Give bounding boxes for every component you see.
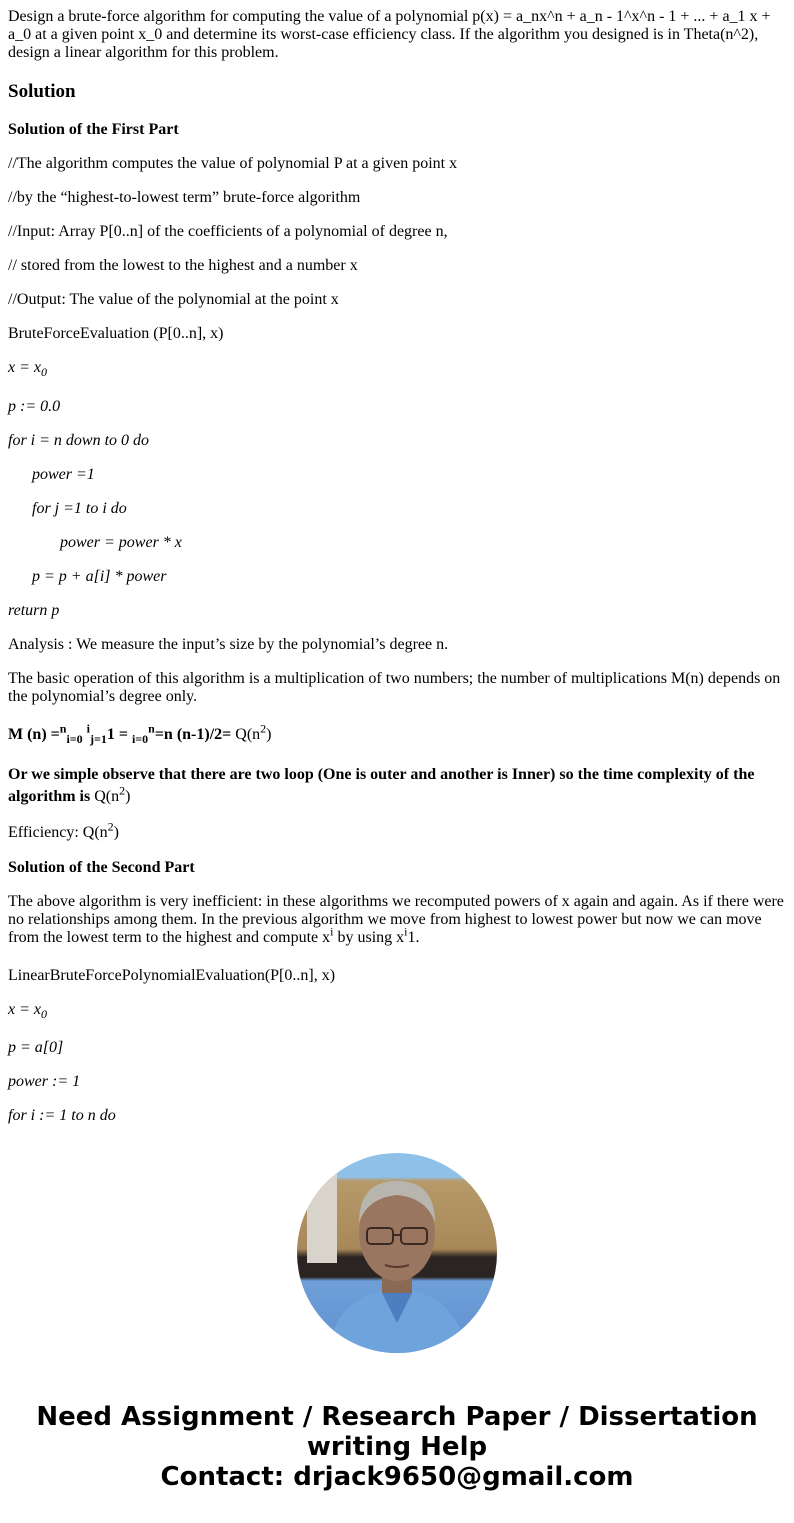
code-line: p = p + a[i] * power	[32, 568, 167, 585]
efficiency-text	[8, 819, 786, 842]
portrait-icon	[297, 1153, 497, 1353]
code-line	[8, 359, 786, 380]
algorithm-signature: BruteForceEvaluation (P[0..n], x)	[8, 325, 224, 342]
superscript: i	[330, 924, 334, 939]
formula-text: 1 =	[106, 726, 132, 743]
analysis-text: Analysis : We measure the input’s size by the polynomial’s degree n.	[8, 636, 449, 653]
paragraph-text: 1.	[407, 929, 420, 946]
comment-line: //The algorithm computes the value of polynomial P at a given point x	[8, 155, 458, 172]
observation-bold: Or we simple observe that there are two loop (One is outer and another is Inner) so the time complexity of the algorithm is	[8, 766, 755, 805]
subscript: j=1	[89, 732, 107, 747]
code-line: power := 1	[8, 1073, 81, 1090]
code-line: for i := 1 to n do	[8, 1107, 116, 1124]
second-part-heading: Solution of the Second Part	[8, 859, 195, 876]
formula-text: =n (n-1)/2=	[154, 726, 232, 743]
ad-contact: Contact: drjack9650@gmail.com	[160, 1462, 634, 1492]
formula-text: Q(n	[231, 726, 261, 743]
algorithm-signature: LinearBruteForcePolynomialEvaluation(P[0..n], x)	[8, 967, 336, 984]
formula-text: )	[125, 788, 131, 805]
code-line	[8, 1001, 786, 1022]
subscript: i=0	[131, 732, 149, 747]
code-line: p := 0.0	[8, 398, 61, 415]
question-text: Design a brute-force algorithm for computing the value of a polynomial p(x) = a_nx^n + a_n - 1^x^n - 1 + ... + a_1 x + a_0 at a given point x_0 and determine its worst-case efficiency class. If the algorithm you designed is in Theta(n^2), design a linear algorithm for this problem.	[8, 8, 771, 61]
code-line: power = power * x	[60, 534, 182, 551]
superscript: 2	[119, 783, 126, 798]
ad-line: Need Assignment / Research Paper / Dissertation	[36, 1402, 758, 1432]
author-photo	[297, 1153, 497, 1353]
basic-operation-text: The basic operation of this algorithm is a multiplication of two numbers; the number of multiplications M(n) depends on the polynomial’s degree only.	[8, 670, 781, 705]
ad-line: writing Help	[306, 1432, 488, 1462]
first-part-heading: Solution of the First Part	[8, 121, 179, 138]
superscript: n	[59, 721, 67, 736]
paragraph-text: The above algorithm is very inefficient: in these algorithms we recomputed powers of x again and again. As if there were no relationships among them. In the previous algorithm we move from highest to lowest power but now we can move from the lowest term to the highest and compute x	[8, 893, 784, 946]
contact-advertisement	[0, 1402, 794, 1492]
formula-text: )	[266, 726, 272, 743]
efficiency-label: Efficiency: Q(n	[8, 824, 108, 841]
subscript: 0	[41, 1007, 47, 1022]
comment-line: //Input: Array P[0..n] of the coefficients of a polynomial of degree n,	[8, 223, 448, 240]
superscript: 2	[260, 721, 267, 736]
formula-text: )	[113, 824, 119, 841]
paragraph-text: by using x	[333, 929, 405, 946]
second-part-paragraph	[8, 893, 786, 947]
subscript: i=0	[66, 732, 83, 747]
code-text: x = x	[8, 359, 41, 376]
formula-text: Q(n	[90, 788, 120, 805]
solution-heading: Solution	[8, 81, 76, 102]
comment-line: // stored from the lowest to the highest and a number x	[8, 257, 358, 274]
code-line: for j =1 to i do	[32, 500, 127, 517]
observation-text	[8, 764, 786, 808]
superscript: 2	[107, 819, 114, 834]
comment-line: //by the “highest-to-lowest term” brute-force algorithm	[8, 189, 361, 206]
superscript: i	[86, 721, 90, 736]
code-text: x = x	[8, 1001, 41, 1018]
comment-line: //Output: The value of the polynomial at the point x	[8, 291, 339, 308]
superscript: n	[148, 721, 155, 736]
code-line: p = a[0]	[8, 1039, 64, 1056]
subscript: 0	[41, 365, 47, 380]
code-line: return p	[8, 602, 60, 619]
code-line: for i = n down to 0 do	[8, 432, 150, 449]
superscript: i	[404, 924, 408, 939]
code-line: power =1	[32, 466, 95, 483]
formula-text: M (n) =	[8, 726, 60, 743]
complexity-formula	[8, 721, 786, 747]
